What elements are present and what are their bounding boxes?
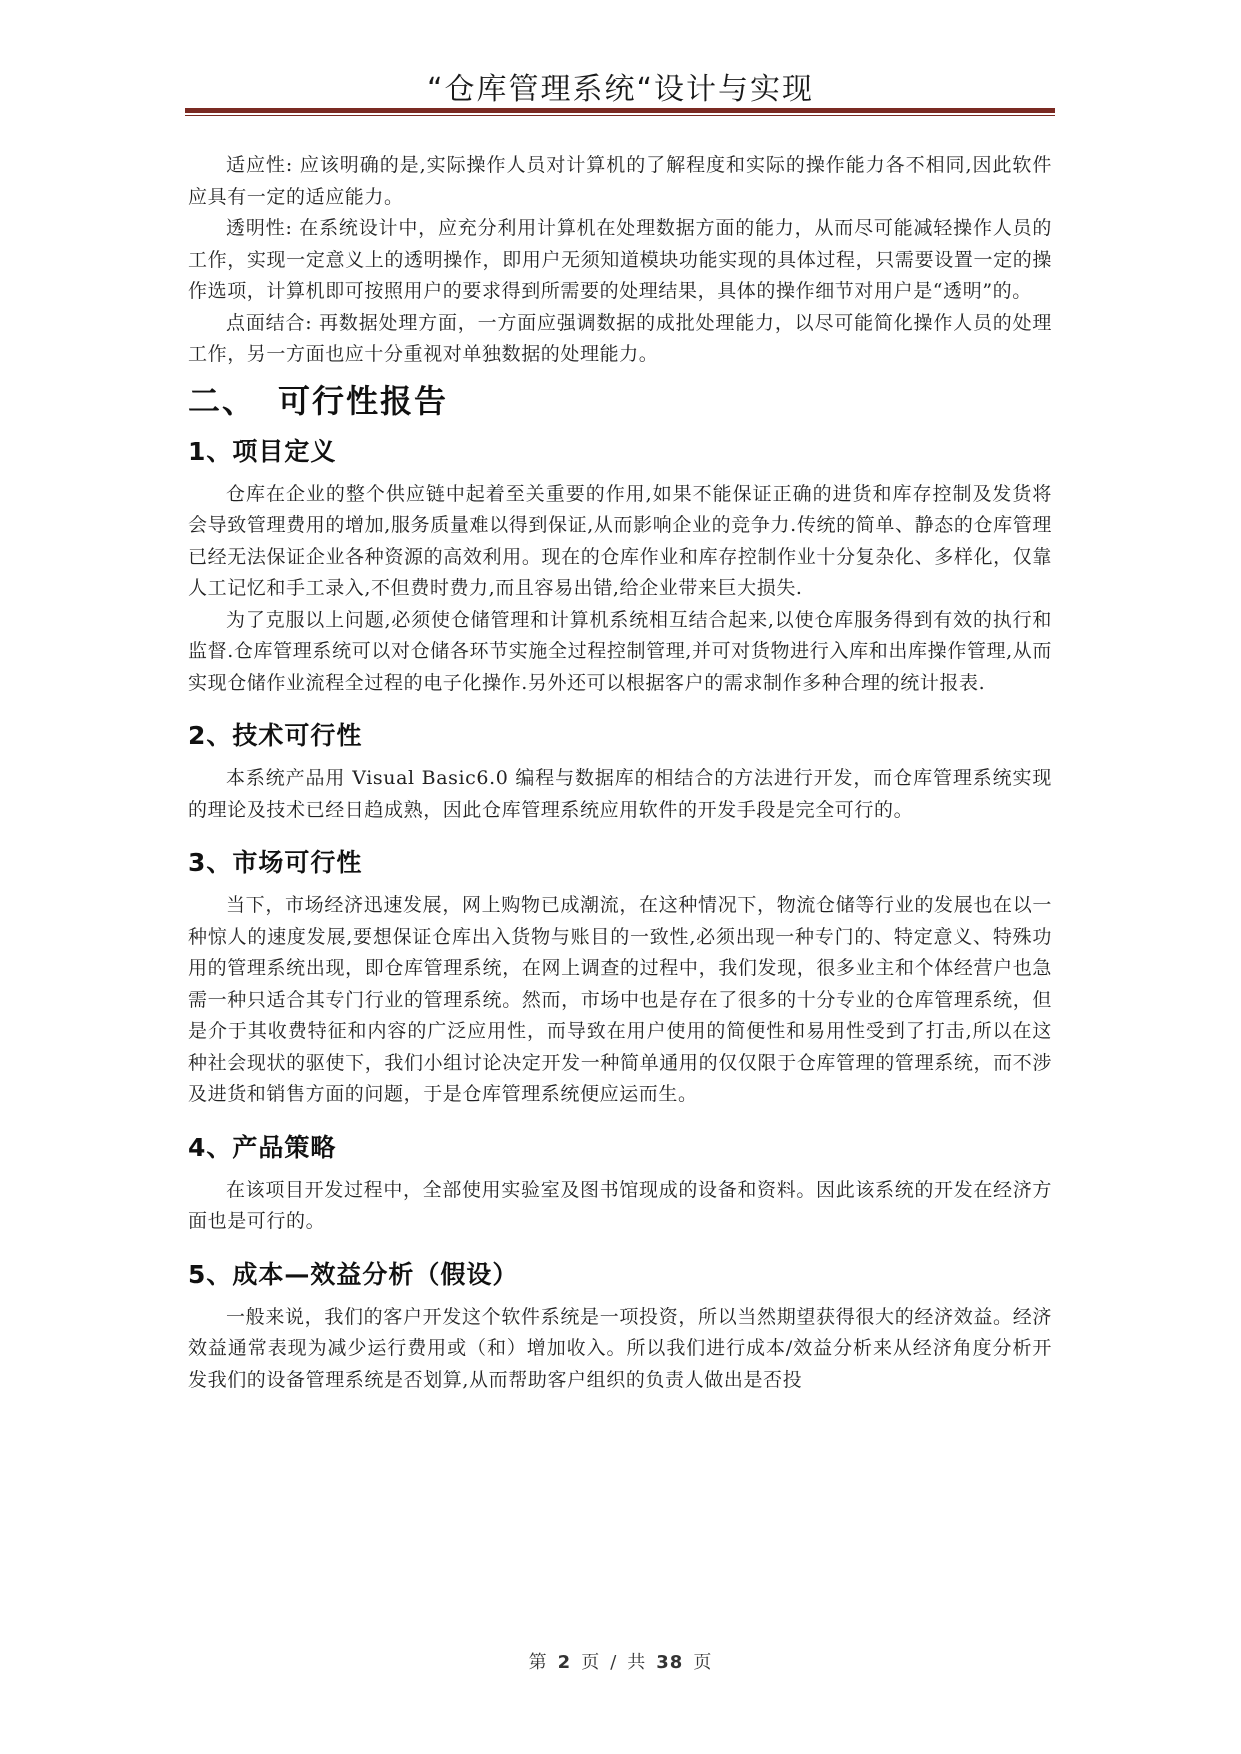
paragraph-point-surface: 点面结合: 再数据处理方面，一方面应强调数据的成批处理能力，以尽可能简化操作人员的处理工作，另一方面也应十分重视对单独数据的处理能力。 xyxy=(188,311,1052,365)
section-heading-feasibility-report xyxy=(188,377,1052,425)
paragraph-technical-feasibility: 本系统产品用 Visual Basic6.0 编程与数据库的相结合的方法进行开发，而仓库管理系统实现的理论及技术已经日趋成熟，因此仓库管理系统应用软件的开发手段是完全可行的。 xyxy=(188,767,1052,821)
paragraph-adaptability: 适应性: 应该明确的是,实际操作人员对计算机的了解程度和实际的操作能力各不相同,因此软件应具有一定的适应能力。 xyxy=(188,154,1052,208)
section-title: 可行性报告 xyxy=(278,381,449,420)
paragraph-cost-benefit: 一般来说，我们的客户开发这个软件系统是一项投资，所以当然期望获得很大的经济效益。经济效益通常表现为减少运行费用或（和）增加收入。所以我们进行成本/效益分析来从经济角度分析开发我们的设备管理系统是否划算,从而帮助客户组织的负责人做出是否投 xyxy=(188,1305,1052,1391)
footer-total-prefix: 共 xyxy=(627,1652,647,1673)
document-header-title: “仓库管理系统“设计与实现 xyxy=(426,72,815,107)
document-body xyxy=(188,150,1052,1396)
paragraph-market-feasibility: 当下，市场经济迅速发展，网上购物已成潮流，在这种情况下，物流仓储等行业的发展也在以一种惊人的速度发展,要想保证仓库出入货物与账目的一致性,必须出现一种专门的、特定意义、特殊功用的管理系统出现，即仓库管理系统，在网上调查的过程中，我们发现，很多业主和个体经营户也急需一种只适合其专门行业的管理系统。然而，市场中也是存在了很多的十分专业的仓库管理系统，但是介于其收费特征和内容的广泛应用性，而导致在用户使用的简便性和易用性受到了打击,所以在这种社会现状的驱使下，我们小组讨论决定开发一种简单通用的仅仅限于仓库管理的管理系统，而不涉及进货和销售方面的问题，于是仓库管理系统便应运而生。 xyxy=(188,894,1052,1105)
subsection-heading-product-strategy: 4、产品策略 xyxy=(188,1132,337,1162)
footer-total-pages: 38 xyxy=(656,1652,684,1673)
paragraph-project-definition-2: 为了克服以上问题,必须使仓储管理和计算机系统相互结合起来,以使仓库服务得到有效的执行和监督.仓库管理系统可以对仓储各环节实施全过程控制管理,并可对货物进行入库和出库操作管理,从而实现仓储作业流程全过程的电子化操作.另外还可以根据客户的需求制作多种合理的统计报表. xyxy=(188,608,1052,694)
subsection-heading-cost-benefit: 5、成本—效益分析（假设） xyxy=(188,1259,519,1289)
footer-page-unit: 页 xyxy=(581,1652,601,1673)
footer-page-number: 2 xyxy=(557,1652,572,1673)
footer-total-unit: 页 xyxy=(693,1652,713,1673)
subsection-heading-project-definition: 1、项目定义 xyxy=(188,436,337,466)
paragraph-product-strategy: 在该项目开发过程中，全部使用实验室及图书馆现成的设备和资料。因此该系统的开发在经济方面也是可行的。 xyxy=(188,1178,1052,1232)
subsection-heading-market-feasibility: 3、市场可行性 xyxy=(188,848,363,877)
page-footer xyxy=(0,1648,1241,1674)
paragraph-project-definition-1: 仓库在企业的整个供应链中起着至关重要的作用,如果不能保证正确的进货和库存控制及发货将会导致管理费用的增加,服务质量难以得到保证,从而影响企业的竞争力.传统的简单、静态的仓库管理已经无法保证企业各种资源的高效利用。现在的仓库作业和库存控制作业十分复杂化、多样化，仅靠人工记忆和手工录入,不但费时费力,而且容易出错,给企业带来巨大损失. xyxy=(188,482,1052,599)
subsection-heading-technical-feasibility: 2、技术可行性 xyxy=(188,721,363,750)
footer-prefix: 第 xyxy=(528,1652,548,1673)
header-rule-thin xyxy=(185,115,1055,116)
section-number: 二、 xyxy=(188,381,257,420)
footer-separator: / xyxy=(610,1652,618,1673)
paragraph-transparency: 透明性: 在系统设计中，应充分利用计算机在处理数据方面的能力，从而尽可能减轻操作人员的工作，实现一定意义上的透明操作，即用户无须知道模块功能实现的具体过程，只需要设置一定的操作选项，计算机即可按照用户的要求得到所需要的处理结果，具体的操作细节对用户是“透明”的。 xyxy=(188,217,1052,302)
header-rule-thick xyxy=(185,108,1055,113)
